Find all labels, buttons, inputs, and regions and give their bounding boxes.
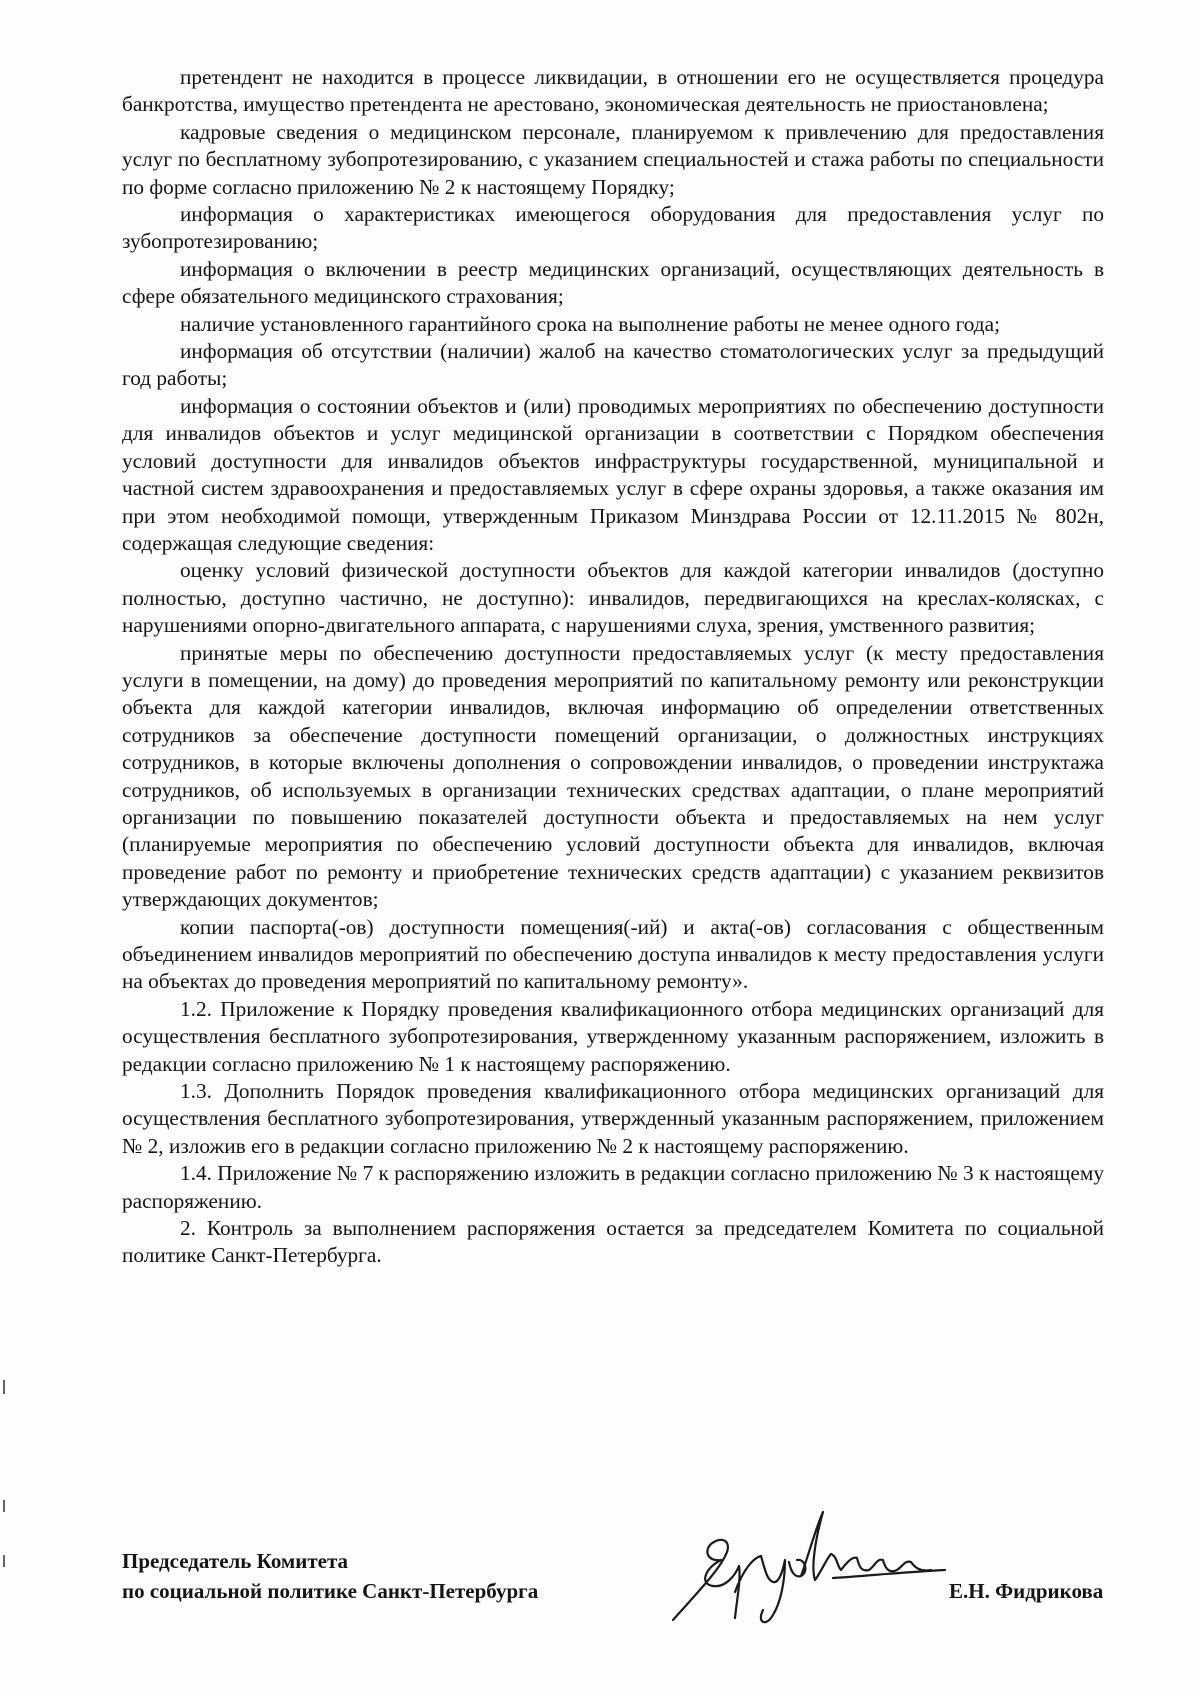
paragraph-item-1-2: 1.2. Приложение к Порядку проведения квалификационного отбора медицинских организаций для осуществления бесплатного зубопротезирования, утвержденному указанным распоряжением, изложить в редакции согласно приложению № 1 к настоящему распоряжению.	[122, 996, 1104, 1076]
scan-edge-mark	[3, 1555, 5, 1567]
paragraph-accessibility-info: информация о состоянии объектов и (или) проводимых мероприятиях по обеспечению доступности для инвалидов объектов и услуг медицинской организации в соответствии с Порядком обеспечения условий доступности для инвалидов объектов инфраструктуры государственной, муниципальной и частной систем здравоохранения и предоставляемых услуг в сфере охраны здоровья, а также оказания им при этом необходимой помощи, утвержденным Приказом Минздрава России от 12.11.2015 № 802н, содержащая следующие сведения:	[122, 393, 1104, 555]
signatory-title	[122, 1546, 538, 1606]
paragraph-item-1-3: 1.3. Дополнить Порядок проведения квалификационного отбора медицинских организаций для осуществления бесплатного зубопротезирования, утвержденный указанным распоряжением, приложением № 2, изложив его в редакции согласно приложению № 2 к настоящему распоряжению.	[122, 1079, 1104, 1158]
paragraph-item-2: 2. Контроль за выполнением распоряжения остается за председателем Комитета по социальной политике Санкт-Петербурга.	[122, 1216, 1104, 1268]
paragraph-item-1-4: 1.4. Приложение № 7 к распоряжению изложить в редакции согласно приложению № 3 к настоящему распоряжению.	[122, 1161, 1104, 1213]
paragraph-accessibility-measures: принятые меры по обеспечению доступности предоставляемых услуг (к месту предоставления услуги в помещении, на дому) до проведения мероприятий по капитальному ремонту или реконструкции объекта для каждой категории инвалидов, включая информацию об определении ответственных сотрудников за обеспечение доступности помещений организации, о должностных инструкциях сотрудников, в которые включены дополнения о сопровождении инвалидов, о проведении инструктажа сотрудников, об используемых в организации технических средствах адаптации, о плане мероприятий организации по повышению показателей доступности объекта и предоставляемых на нем услуг (планируемые мероприятия по обеспечению условий доступности объекта для инвалидов, включая проведение работ по ремонту и приобретение технических средств адаптации) с указанием реквизитов утверждающих документов;	[122, 640, 1104, 912]
paragraph-complaints: информация об отсутствии (наличии) жалоб на качество стоматологических услуг за предыдущий год работы;	[122, 339, 1104, 391]
document-body	[122, 64, 1104, 1270]
handwritten-signature	[665, 1500, 975, 1630]
paragraph-accessibility-assessment: оценку условий физической доступности объектов для каждой категории инвалидов (доступно полностью, доступно частично, не доступно): инвалидов, передвигающихся на креслах-колясках, с нарушениями опорно-двигательного аппарата, с нарушениями слуха, зрения, умственного развития;	[122, 558, 1104, 638]
scan-edge-mark	[3, 1380, 5, 1394]
signatory-title-line-1: Председатель Комитета	[122, 1549, 349, 1573]
signatory-title-line-2: по социальной политике Санкт-Петербурга	[122, 1579, 539, 1603]
paragraph-warranty-period: наличие установленного гарантийного срока на выполнение работы не менее одного года;	[180, 311, 1001, 336]
scan-edge-mark	[3, 1500, 5, 1512]
paragraph-passport-copies: копии паспорта(-ов) доступности помещения(-ий) и акта(-ов) согласования с общественным объединением инвалидов мероприятий по обеспечению доступа инвалидов к месту предоставления услуги на объектах до проведения мероприятий по капитальному ремонту».	[122, 914, 1104, 994]
signatory-name: Е.Н. Фидрикова	[949, 1579, 1104, 1603]
paragraph-liquidation-status: претендент не находится в процессе ликвидации, в отношении его не осуществляется процедура банкротства, имущество претендента не арестовано, экономическая деятельность не приостановлена;	[122, 65, 1104, 117]
paragraph-equipment-information: информация о характеристиках имеющегося оборудования для предоставления услуг по зубопротезированию;	[122, 202, 1104, 254]
paragraph-registry-inclusion: информация о включении в реестр медицинских организаций, осуществляющих деятельность в сфере обязательного медицинского страхования;	[122, 256, 1104, 309]
paragraph-staff-information: кадровые сведения о медицинском персонале, планируемом к привлечению для предоставления услуг по бесплатному зубопротезированию, с указанием специальностей и стажа работы по специальности по форме согласно приложению № 2 к настоящему Порядку;	[122, 119, 1104, 199]
